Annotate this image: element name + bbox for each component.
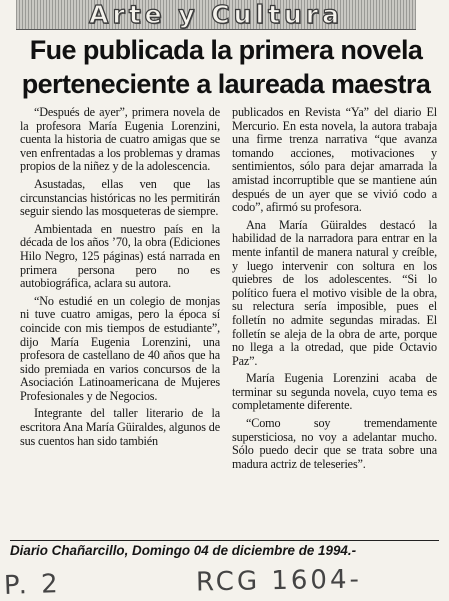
paragraph: “Como soy tremendamente supersticiosa, no voy a adelantar mucho. Sólo puedo decir que se trata sobre una madura actriz de teleseries”.	[232, 416, 437, 471]
section-banner	[16, 0, 416, 30]
section-title: Arte y Cultura	[89, 0, 343, 29]
paragraph: Asustadas, ellas ven que las circunstancias históricas no les permitirán seguir siendo las mosqueteras de siempre.	[20, 176, 220, 219]
paragraph: Integrante del taller literario de la escritora Ana María Güiraldes, algunos de sus cuentos han sido también	[20, 406, 220, 448]
source-citation: Diario Chañarcillo, Domingo 04 de diciembre de 1994.-	[10, 543, 357, 558]
article-headline: Fue publicada la primera novela perteneciente a laureada maestra	[21, 35, 431, 99]
paragraph: “No estudié en un colegio de monjas ni tuve cuatro amigas, pero la época sí coincide con mis tiempos de estudiante”, dijo María Eugenia Lorenzini, una profesora de castellano de 40 años que ha sido premiada en varios concursos de la Asociación Latinoamericana de Mujeres Profesionales y de Negocios.	[20, 293, 220, 403]
paragraph: publicados en Revista “Ya” del diario El Mercurio. En esta novela, la autora trabaja una firme trenza narrativa “que avanza tomando acciones, motivaciones y sentimientos, sólo para dejar amarrada la amistad incorruptible que se mantiene aún después de un ayer que se vivió codo a codo”, afirmó su profesora.	[232, 105, 437, 215]
footer-divider	[10, 540, 439, 541]
paragraph: Ambientada en nuestro país en la década de los años ’70, la obra (Ediciones Hilo Negro, 125 páginas) está narrada en primera persona pero no es autobiográfica, aclara su autora.	[20, 221, 220, 291]
article-right-column	[232, 106, 437, 475]
handwritten-page-note: P. 2	[3, 569, 62, 601]
paragraph: “Después de ayer”, primera novela de la profesora María Eugenia Lorenzini, cuenta la historia de cuatro amigas que se ven enfrentadas a los problemas y dramas propios de la niñez y de la adolescencia.	[20, 105, 220, 174]
paragraph: María Eugenia Lorenzini acaba de terminar su segunda novela, cuyo tema es completamente diferente.	[232, 371, 437, 413]
article-left-column	[20, 106, 220, 452]
handwritten-catalog-code: RCG 1604-	[195, 564, 363, 598]
paragraph: Ana María Güiraldes destacó la habilidad de la narradora para entrar en la mente infantil de manera natural y creíble, y luego intervenir con soltura en los quiebres de los adolescentes. “Si lo político fuera el motivo visible de la obra, su relectura sería imposible, pues el folletín no admite segundas miradas. El folletín se aleja de la obra de arte, porque no llega a la otredad, que pide Octavio Paz”.	[232, 217, 437, 368]
